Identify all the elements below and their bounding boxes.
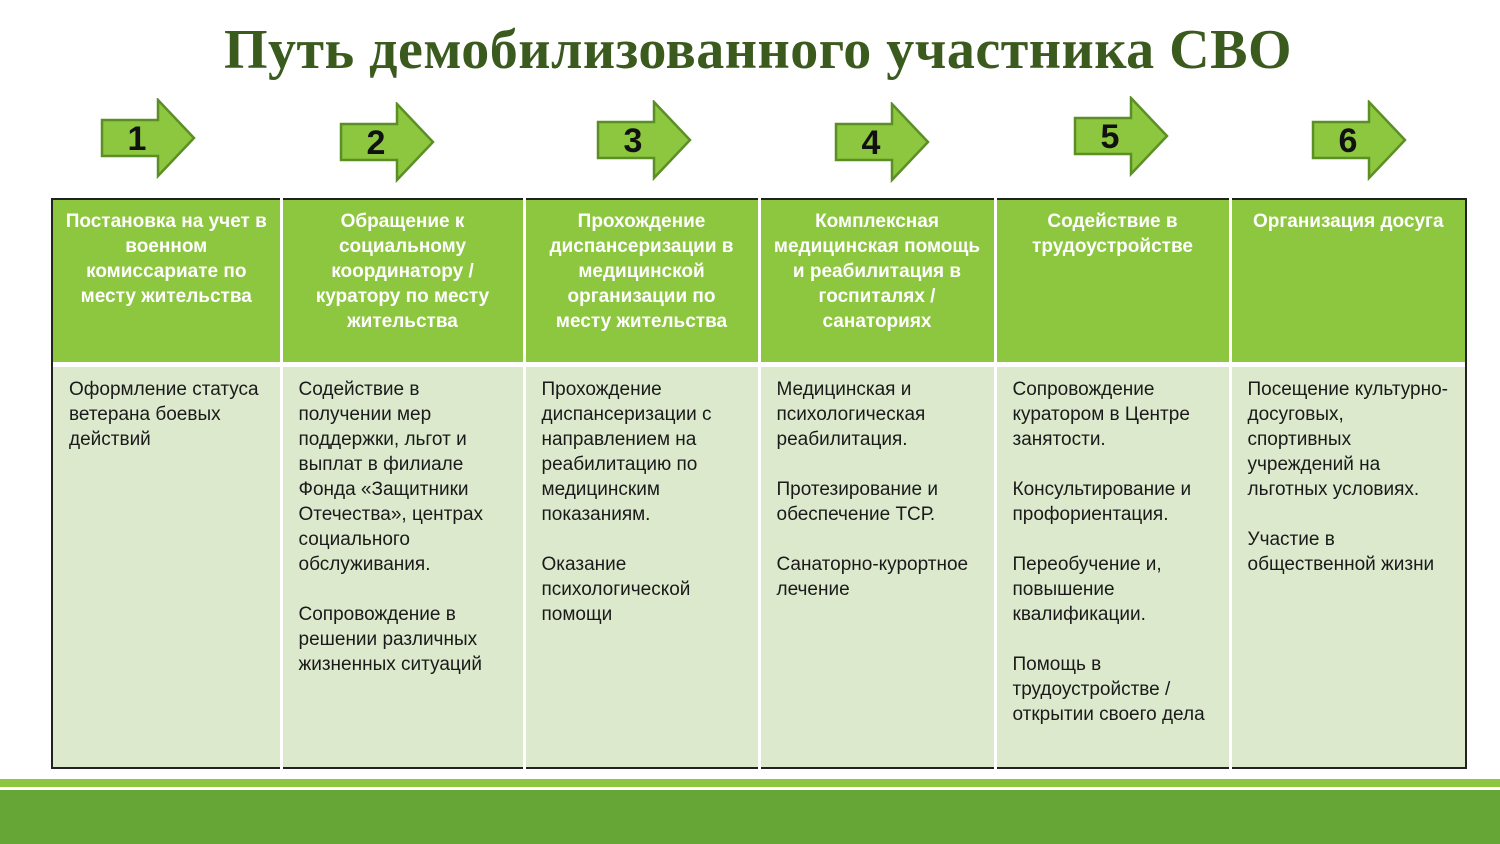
step-body-2 [281,367,524,768]
step-body-6 [1230,367,1466,768]
step-number: 4 [861,124,881,162]
step-header-text: Содействие в трудоустройстве [1032,211,1193,257]
step-header-1 [52,199,281,362]
step-arrow-4 [834,102,930,184]
step-arrow-2 [339,102,435,184]
step-header-3 [524,199,759,362]
step-body-4 [759,367,995,768]
step-number: 1 [127,120,147,158]
step-arrow-6 [1311,100,1407,182]
steps-body-row [52,367,1466,768]
step-header-5 [995,199,1230,362]
footer-band [0,790,1500,844]
step-body-text: Прохождение диспансеризации с направлением на реабилитацию по медицинским показаниям. Оказание психологической помощи [541,379,712,625]
step-body-1 [52,367,281,768]
step-body-text: Оформление статуса ветерана боевых действий [69,379,259,450]
step-header-text: Прохождение диспансеризации в медицинской организации по месту жительства [549,211,734,332]
step-header-4 [759,199,995,362]
step-arrow-1 [100,98,196,180]
steps-table [51,198,1467,769]
step-header-text: Организация досуга [1252,211,1444,232]
step-number: 6 [1338,122,1358,160]
step-number: 5 [1100,118,1120,156]
step-header-2 [281,199,524,362]
step-header-text: Обращение к социальному координатору / куратору по месту жительства [315,211,490,332]
step-number: 3 [623,122,643,160]
step-arrow-5 [1073,96,1169,178]
step-body-3 [524,367,759,768]
step-body-text: Медицинская и психологическая реабилитация. Протезирование и обеспечение ТСР. Санаторно-курортное лечение [776,379,969,600]
step-header-text: Комплексная медицинская помощь и реабилитация в госпиталях / санаториях [773,211,981,332]
page-title: Путь демобилизованного участника СВО [223,19,1293,81]
step-header-text: Постановка на учет в военном комиссариате по месту жительства [65,211,267,307]
step-header-6 [1230,199,1466,362]
step-body-text: Сопровождение куратором в Центре занятости. Консультирование и профориентация. Переобучение и, повышение квалификации. Помощь в трудоустройстве / открытии своего дела [1012,379,1205,725]
steps-header-row [52,199,1466,362]
step-body-text: Содействие в получении мер поддержки, льгот и выплат в филиале Фонда «Защитники Отечества», центрах социального обслуживания. Сопровождение в решении различных жизненных ситуаций [298,379,484,675]
footer-light-band [0,779,1500,787]
step-number: 2 [366,124,386,162]
step-body-5 [995,367,1230,768]
step-body-text: Посещение культурно-досуговых, спортивных учреждений на льготных условиях. Участие в общественной жизни [1247,379,1448,575]
step-arrow-3 [596,100,692,182]
